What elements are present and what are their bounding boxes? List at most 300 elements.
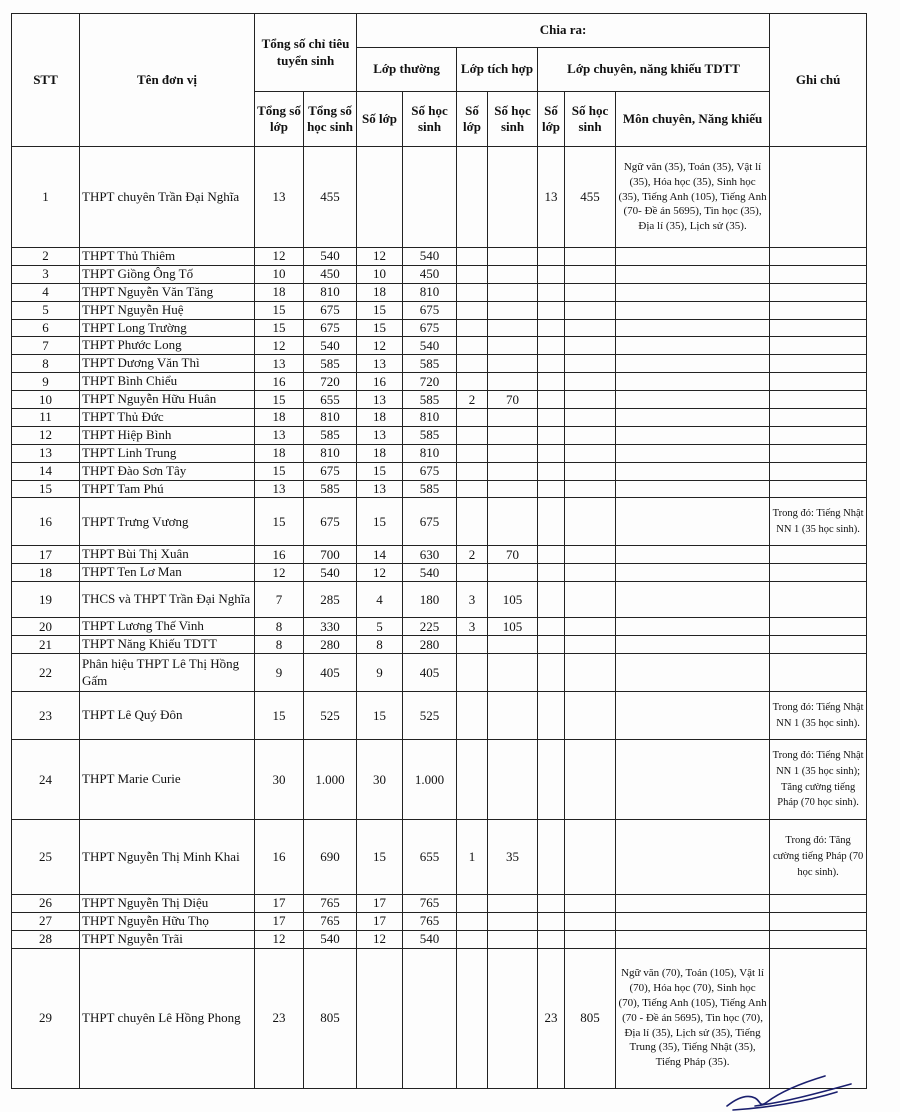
cell-regular-classes: 30 (357, 740, 403, 820)
cell-total-students: 585 (304, 426, 357, 444)
cell-subjects (616, 636, 770, 654)
cell-integrated-students (488, 265, 538, 283)
cell-notes (770, 895, 867, 913)
cell-total-students: 405 (304, 654, 357, 692)
table-row (12, 498, 867, 546)
cell-integrated-classes: 2 (457, 391, 488, 409)
cell-subjects (616, 319, 770, 337)
cell-regular-students: 225 (403, 618, 457, 636)
cell-unit-name: THPT Nguyễn Huệ (80, 301, 255, 319)
cell-total-classes: 15 (255, 391, 304, 409)
cell-regular-classes: 13 (357, 480, 403, 498)
cell-regular-classes: 15 (357, 498, 403, 546)
table-row (12, 636, 867, 654)
cell-regular-students: 540 (403, 930, 457, 948)
cell-stt: 5 (12, 301, 80, 319)
cell-specialized-students (565, 895, 616, 913)
cell-specialized-classes (538, 426, 565, 444)
cell-total-classes: 7 (255, 582, 304, 618)
cell-specialized-students (565, 546, 616, 564)
cell-total-students: 675 (304, 301, 357, 319)
cell-specialized-classes (538, 337, 565, 355)
cell-total-students: 280 (304, 636, 357, 654)
cell-unit-name: THPT Lương Thế Vinh (80, 618, 255, 636)
cell-integrated-classes (457, 740, 488, 820)
cell-total-classes: 13 (255, 355, 304, 373)
cell-integrated-classes (457, 498, 488, 546)
cell-total-classes: 18 (255, 283, 304, 301)
cell-unit-name: THPT Thủ Đức (80, 409, 255, 427)
cell-stt: 27 (12, 912, 80, 930)
cell-total-students: 585 (304, 480, 357, 498)
table-row (12, 444, 867, 462)
cell-total-students: 1.000 (304, 740, 357, 820)
cell-stt: 24 (12, 740, 80, 820)
cell-unit-name: THPT Giồng Ông Tố (80, 265, 255, 283)
header-specialized: Lớp chuyên, năng khiếu TDTT (538, 48, 770, 92)
cell-integrated-classes (457, 654, 488, 692)
cell-subjects (616, 895, 770, 913)
table-row (12, 373, 867, 391)
cell-integrated-classes (457, 462, 488, 480)
cell-notes (770, 355, 867, 373)
table-row (12, 409, 867, 427)
cell-specialized-classes (538, 740, 565, 820)
cell-total-classes: 17 (255, 912, 304, 930)
cell-integrated-students (488, 444, 538, 462)
table-row (12, 930, 867, 948)
cell-total-classes: 8 (255, 618, 304, 636)
cell-specialized-classes (538, 820, 565, 895)
cell-integrated-classes (457, 337, 488, 355)
cell-subjects (616, 337, 770, 355)
cell-regular-students: 585 (403, 426, 457, 444)
cell-integrated-classes (457, 248, 488, 266)
cell-specialized-classes (538, 248, 565, 266)
cell-unit-name: THPT Linh Trung (80, 444, 255, 462)
cell-regular-classes (357, 948, 403, 1088)
admission-table (11, 13, 867, 1089)
cell-subjects (616, 564, 770, 582)
table-row (12, 820, 867, 895)
cell-unit-name: THPT Năng Khiếu TDTT (80, 636, 255, 654)
cell-regular-students: 540 (403, 337, 457, 355)
cell-total-classes: 15 (255, 498, 304, 546)
header-integrated: Lớp tích hợp (457, 48, 538, 92)
cell-regular-classes (357, 147, 403, 248)
cell-regular-students: 405 (403, 654, 457, 692)
header-total-quota: Tổng số chỉ tiêu tuyển sinh (255, 14, 357, 92)
cell-specialized-students (565, 480, 616, 498)
cell-regular-students: 810 (403, 283, 457, 301)
cell-subjects (616, 265, 770, 283)
cell-regular-students: 525 (403, 692, 457, 740)
cell-subjects (616, 283, 770, 301)
cell-unit-name: THPT Nguyễn Hữu Thọ (80, 912, 255, 930)
cell-regular-classes: 12 (357, 930, 403, 948)
cell-regular-classes: 4 (357, 582, 403, 618)
cell-notes (770, 409, 867, 427)
cell-regular-students: 180 (403, 582, 457, 618)
cell-unit-name: THPT Thủ Thiêm (80, 248, 255, 266)
cell-regular-classes: 8 (357, 636, 403, 654)
cell-specialized-students (565, 373, 616, 391)
cell-total-classes: 15 (255, 301, 304, 319)
table-row (12, 301, 867, 319)
table-row (12, 740, 867, 820)
cell-total-students: 675 (304, 462, 357, 480)
cell-specialized-students: 455 (565, 147, 616, 248)
cell-regular-classes: 5 (357, 618, 403, 636)
cell-specialized-classes (538, 930, 565, 948)
cell-total-classes: 12 (255, 337, 304, 355)
cell-integrated-classes (457, 444, 488, 462)
cell-specialized-students (565, 462, 616, 480)
cell-total-classes: 12 (255, 564, 304, 582)
cell-integrated-students (488, 692, 538, 740)
table-row (12, 462, 867, 480)
cell-stt: 17 (12, 546, 80, 564)
cell-total-classes: 18 (255, 409, 304, 427)
cell-notes (770, 930, 867, 948)
cell-specialized-students (565, 355, 616, 373)
table-row (12, 265, 867, 283)
cell-regular-students: 675 (403, 462, 457, 480)
cell-unit-name: THPT Trưng Vương (80, 498, 255, 546)
cell-regular-students (403, 948, 457, 1088)
cell-notes (770, 319, 867, 337)
cell-integrated-students (488, 636, 538, 654)
cell-subjects (616, 498, 770, 546)
table-row (12, 564, 867, 582)
cell-unit-name: THPT Long Trường (80, 319, 255, 337)
cell-stt: 28 (12, 930, 80, 948)
cell-regular-students: 810 (403, 409, 457, 427)
cell-stt: 20 (12, 618, 80, 636)
cell-unit-name: THPT Hiệp Bình (80, 426, 255, 444)
cell-integrated-students (488, 912, 538, 930)
cell-regular-students: 765 (403, 895, 457, 913)
cell-stt: 12 (12, 426, 80, 444)
cell-total-students: 330 (304, 618, 357, 636)
cell-integrated-students: 70 (488, 391, 538, 409)
cell-notes (770, 582, 867, 618)
cell-unit-name: THCS và THPT Trần Đại Nghĩa (80, 582, 255, 618)
cell-specialized-classes (538, 409, 565, 427)
cell-regular-classes: 15 (357, 319, 403, 337)
cell-regular-students: 1.000 (403, 740, 457, 820)
cell-subjects: Ngữ văn (35), Toán (35), Vật lí (35), Hóa học (35), Sinh học (35), Tiếng Anh (105), Tiếng Anh (70- Đề án 5695), Tin học (35), Địa lí (35), Lịch sử (35). (616, 147, 770, 248)
cell-total-classes: 17 (255, 895, 304, 913)
cell-subjects (616, 355, 770, 373)
cell-integrated-classes (457, 692, 488, 740)
cell-total-students: 675 (304, 319, 357, 337)
cell-regular-students (403, 147, 457, 248)
cell-regular-students: 585 (403, 355, 457, 373)
cell-total-students: 810 (304, 444, 357, 462)
cell-unit-name: THPT Đào Sơn Tây (80, 462, 255, 480)
cell-specialized-students (565, 930, 616, 948)
cell-subjects (616, 301, 770, 319)
cell-subjects: Ngữ văn (70), Toán (105), Vật lí (70), Hóa học (70), Sinh học (70), Tiếng Anh (105), Tiếng Anh (70 - Đề án 5695), Tin học (70), Địa lí (35), Lịch sử (35), Tiếng Trung (35), Tiếng Nhật (35), Tiếng Pháp (35). (616, 948, 770, 1088)
cell-specialized-classes (538, 498, 565, 546)
cell-regular-students: 810 (403, 444, 457, 462)
cell-specialized-students (565, 248, 616, 266)
cell-integrated-students (488, 498, 538, 546)
cell-unit-name: THPT Bùi Thị Xuân (80, 546, 255, 564)
cell-regular-students: 675 (403, 498, 457, 546)
cell-integrated-students (488, 930, 538, 948)
cell-subjects (616, 444, 770, 462)
cell-notes (770, 912, 867, 930)
table-row (12, 355, 867, 373)
cell-total-classes: 13 (255, 480, 304, 498)
header-total-classes: Tổng số lớp (255, 92, 304, 147)
cell-subjects (616, 654, 770, 692)
cell-regular-classes: 13 (357, 426, 403, 444)
cell-stt: 18 (12, 564, 80, 582)
cell-regular-students: 450 (403, 265, 457, 283)
cell-total-students: 690 (304, 820, 357, 895)
table-row (12, 248, 867, 266)
cell-total-classes: 9 (255, 654, 304, 692)
cell-total-classes: 15 (255, 692, 304, 740)
cell-total-students: 805 (304, 948, 357, 1088)
cell-specialized-students (565, 319, 616, 337)
cell-notes (770, 391, 867, 409)
cell-total-classes: 13 (255, 426, 304, 444)
table-row (12, 426, 867, 444)
cell-total-classes: 18 (255, 444, 304, 462)
cell-total-classes: 16 (255, 546, 304, 564)
cell-notes: Trong đó: Tiếng Nhật NN 1 (35 học sinh). (770, 498, 867, 546)
cell-total-classes: 16 (255, 373, 304, 391)
cell-specialized-students (565, 301, 616, 319)
cell-specialized-classes (538, 912, 565, 930)
cell-notes (770, 462, 867, 480)
cell-integrated-classes (457, 319, 488, 337)
cell-total-classes: 16 (255, 820, 304, 895)
cell-stt: 9 (12, 373, 80, 391)
cell-specialized-students (565, 391, 616, 409)
cell-unit-name: THPT Lê Quý Đôn (80, 692, 255, 740)
cell-integrated-students: 105 (488, 618, 538, 636)
cell-integrated-students: 70 (488, 546, 538, 564)
cell-stt: 13 (12, 444, 80, 462)
cell-stt: 15 (12, 480, 80, 498)
cell-regular-classes: 15 (357, 820, 403, 895)
cell-stt: 11 (12, 409, 80, 427)
cell-notes (770, 373, 867, 391)
header-integrated-students: Số học sinh (488, 92, 538, 147)
cell-integrated-classes (457, 948, 488, 1088)
cell-integrated-students (488, 740, 538, 820)
cell-specialized-classes: 23 (538, 948, 565, 1088)
cell-regular-students: 655 (403, 820, 457, 895)
cell-specialized-students (565, 564, 616, 582)
header-integrated-classes: Số lớp (457, 92, 488, 147)
cell-stt: 19 (12, 582, 80, 618)
cell-integrated-students (488, 319, 538, 337)
cell-total-students: 700 (304, 546, 357, 564)
cell-total-students: 810 (304, 283, 357, 301)
cell-specialized-students (565, 618, 616, 636)
cell-integrated-classes (457, 265, 488, 283)
cell-specialized-classes (538, 391, 565, 409)
table-body (12, 147, 867, 1089)
cell-total-students: 540 (304, 248, 357, 266)
cell-specialized-classes (538, 265, 565, 283)
cell-notes: Trong đó: Tiếng Nhật NN 1 (35 học sinh); Tăng cường tiếng Pháp (70 học sinh). (770, 740, 867, 820)
cell-integrated-classes (457, 301, 488, 319)
cell-specialized-classes (538, 480, 565, 498)
cell-stt: 14 (12, 462, 80, 480)
cell-total-students: 540 (304, 564, 357, 582)
cell-total-students: 675 (304, 498, 357, 546)
cell-stt: 7 (12, 337, 80, 355)
cell-notes (770, 147, 867, 248)
cell-specialized-classes (538, 636, 565, 654)
cell-specialized-students (565, 912, 616, 930)
cell-specialized-students (565, 337, 616, 355)
cell-total-students: 655 (304, 391, 357, 409)
cell-stt: 2 (12, 248, 80, 266)
cell-stt: 26 (12, 895, 80, 913)
cell-subjects (616, 480, 770, 498)
cell-subjects (616, 582, 770, 618)
table-row (12, 480, 867, 498)
cell-notes (770, 444, 867, 462)
cell-stt: 4 (12, 283, 80, 301)
cell-integrated-classes (457, 283, 488, 301)
cell-notes (770, 654, 867, 692)
cell-subjects (616, 692, 770, 740)
cell-integrated-classes (457, 636, 488, 654)
cell-total-classes: 23 (255, 948, 304, 1088)
cell-total-classes: 30 (255, 740, 304, 820)
cell-integrated-classes (457, 147, 488, 248)
cell-specialized-students (565, 654, 616, 692)
cell-specialized-classes (538, 692, 565, 740)
cell-specialized-students (565, 444, 616, 462)
table-row (12, 546, 867, 564)
header-regular-classes: Số lớp (357, 92, 403, 147)
cell-total-students: 540 (304, 930, 357, 948)
cell-subjects (616, 546, 770, 564)
cell-subjects (616, 409, 770, 427)
cell-total-students: 765 (304, 912, 357, 930)
cell-subjects (616, 820, 770, 895)
table-row (12, 582, 867, 618)
cell-regular-students: 585 (403, 480, 457, 498)
cell-total-classes: 15 (255, 319, 304, 337)
cell-unit-name: THPT Nguyễn Hữu Huân (80, 391, 255, 409)
cell-stt: 23 (12, 692, 80, 740)
cell-integrated-students (488, 355, 538, 373)
cell-total-classes: 12 (255, 248, 304, 266)
cell-notes (770, 426, 867, 444)
cell-integrated-classes (457, 895, 488, 913)
cell-total-classes: 8 (255, 636, 304, 654)
cell-specialized-students (565, 820, 616, 895)
header-subjects: Môn chuyên, Năng khiếu (616, 92, 770, 147)
cell-specialized-classes (538, 319, 565, 337)
cell-subjects (616, 391, 770, 409)
cell-specialized-classes (538, 373, 565, 391)
cell-integrated-students (488, 948, 538, 1088)
table-row (12, 319, 867, 337)
cell-integrated-classes (457, 426, 488, 444)
cell-regular-classes: 15 (357, 692, 403, 740)
cell-integrated-classes (457, 355, 488, 373)
cell-specialized-classes (538, 564, 565, 582)
cell-integrated-classes (457, 480, 488, 498)
cell-regular-classes: 15 (357, 301, 403, 319)
cell-stt: 8 (12, 355, 80, 373)
cell-regular-students: 720 (403, 373, 457, 391)
header-total-students: Tổng số học sinh (304, 92, 357, 147)
cell-unit-name: THPT Ten Lơ Man (80, 564, 255, 582)
cell-total-students: 540 (304, 337, 357, 355)
cell-integrated-classes (457, 930, 488, 948)
cell-stt: 1 (12, 147, 80, 248)
cell-specialized-classes (538, 895, 565, 913)
cell-unit-name: THPT Marie Curie (80, 740, 255, 820)
cell-integrated-classes: 2 (457, 546, 488, 564)
cell-integrated-students (488, 248, 538, 266)
cell-regular-classes: 18 (357, 283, 403, 301)
cell-notes (770, 618, 867, 636)
table-row (12, 391, 867, 409)
cell-specialized-students (565, 265, 616, 283)
cell-integrated-students (488, 462, 538, 480)
cell-regular-students: 675 (403, 301, 457, 319)
cell-regular-classes: 18 (357, 409, 403, 427)
cell-integrated-students (488, 409, 538, 427)
header-unit-name: Tên đơn vị (80, 14, 255, 147)
table-row (12, 692, 867, 740)
cell-stt: 29 (12, 948, 80, 1088)
cell-specialized-students (565, 636, 616, 654)
cell-regular-classes: 17 (357, 895, 403, 913)
cell-regular-classes: 18 (357, 444, 403, 462)
cell-unit-name: THPT chuyên Trần Đại Nghĩa (80, 147, 255, 248)
cell-stt: 21 (12, 636, 80, 654)
cell-specialized-students (565, 692, 616, 740)
cell-notes: Trong đó: Tiếng Nhật NN 1 (35 học sinh). (770, 692, 867, 740)
cell-integrated-students (488, 373, 538, 391)
cell-regular-students: 675 (403, 319, 457, 337)
cell-integrated-students: 35 (488, 820, 538, 895)
cell-stt: 6 (12, 319, 80, 337)
cell-subjects (616, 912, 770, 930)
cell-unit-name: THPT Nguyễn Trãi (80, 930, 255, 948)
cell-subjects (616, 740, 770, 820)
cell-regular-classes: 12 (357, 337, 403, 355)
cell-integrated-students (488, 147, 538, 248)
cell-unit-name: THPT chuyên Lê Hồng Phong (80, 948, 255, 1088)
cell-total-classes: 12 (255, 930, 304, 948)
cell-notes (770, 337, 867, 355)
cell-integrated-students (488, 895, 538, 913)
cell-integrated-classes (457, 912, 488, 930)
cell-subjects (616, 373, 770, 391)
cell-notes (770, 480, 867, 498)
cell-integrated-classes: 3 (457, 618, 488, 636)
cell-total-classes: 13 (255, 147, 304, 248)
cell-integrated-students (488, 654, 538, 692)
cell-integrated-students (488, 426, 538, 444)
